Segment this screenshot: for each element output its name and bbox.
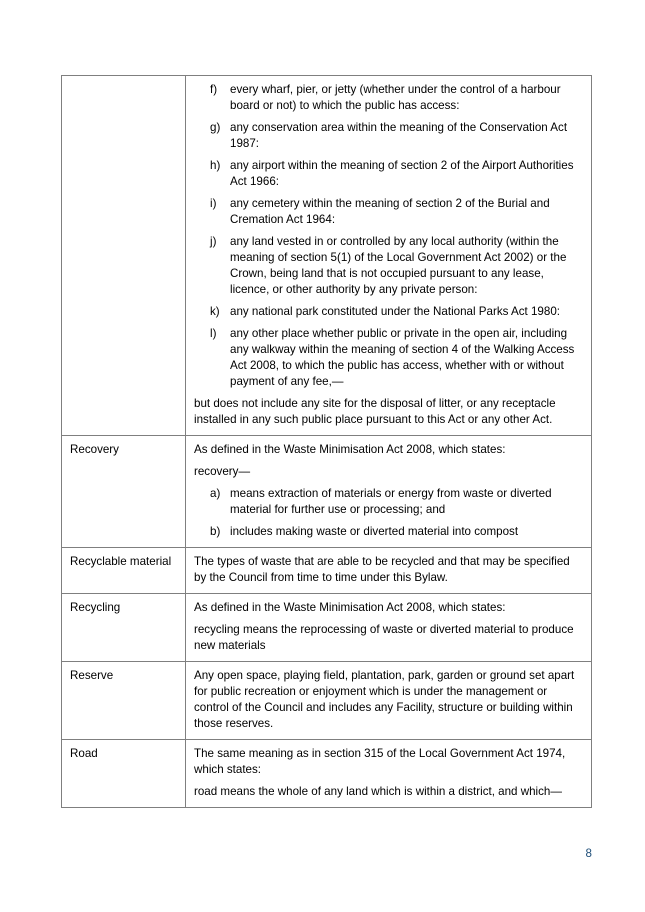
- list-item-text: any land vested in or controlled by any local authority (within the meaning of section 5(1) of the Local Government Act 2002) or the Crown, being land that is not occupied pursuant to any lease, licence, or other authority by any private person:: [230, 235, 567, 296]
- term-cell: Road: [62, 740, 186, 808]
- list-item: [194, 304, 583, 320]
- table-row: [62, 548, 592, 594]
- table-row: [62, 76, 592, 436]
- term-cell: Recycling: [62, 594, 186, 662]
- table-row: [62, 436, 592, 548]
- list-item: [194, 524, 583, 540]
- table-row: [62, 740, 592, 808]
- list-item-text: includes making waste or diverted material into compost: [230, 525, 519, 538]
- list-item-text: any airport within the meaning of section 2 of the Airport Authorities Act 1966:: [230, 159, 574, 188]
- definition-cell: [186, 76, 592, 436]
- definition-text: recycling means the reprocessing of waste or diverted material to produce new materials: [194, 623, 574, 652]
- table-row: [62, 662, 592, 740]
- list-item: [194, 82, 583, 114]
- term-cell: Recyclable material: [62, 548, 186, 594]
- list-marker: i): [210, 197, 217, 210]
- list-marker: k): [210, 305, 220, 318]
- definition-list: [194, 486, 583, 540]
- term-cell: Reserve: [62, 662, 186, 740]
- definition-cell: [186, 662, 592, 740]
- table-row: [62, 594, 592, 662]
- definition-cell: [186, 740, 592, 808]
- list-marker: j): [210, 235, 217, 248]
- list-item-text: any cemetery within the meaning of section 2 of the Burial and Cremation Act 1964:: [230, 197, 550, 226]
- term-cell: [62, 76, 186, 436]
- list-item: [194, 326, 583, 390]
- list-marker: l): [210, 327, 217, 340]
- list-item: [194, 120, 583, 152]
- lead-text: recovery—: [194, 465, 251, 478]
- list-item-text: any other place whether public or private in the open air, including any walkway within the meaning of section 4 of the Walking Access Act 2008, to which the public has access, whether with or without payment of any fee,—: [230, 327, 575, 388]
- list-item: [194, 196, 583, 228]
- definition-text: road means the whole of any land which is within a district, and which—: [194, 785, 562, 798]
- definitions-table: [61, 75, 592, 808]
- list-item-text: means extraction of materials or energy from waste or diverted material for further use or processing; and: [230, 487, 552, 516]
- definition-cell: [186, 436, 592, 548]
- page-number: 8: [585, 847, 592, 860]
- list-marker: f): [210, 83, 218, 96]
- list-marker: g): [210, 121, 221, 134]
- list-item: [194, 486, 583, 518]
- term-cell: Recovery: [62, 436, 186, 548]
- list-item-text: any conservation area within the meaning of the Conservation Act 1987:: [230, 121, 568, 150]
- list-marker: h): [210, 159, 221, 172]
- definition-text: The types of waste that are able to be recycled and that may be specified by the Council from time to time under this Bylaw.: [194, 555, 570, 584]
- definition-list: [194, 82, 583, 390]
- intro-text: The same meaning as in section 315 of the Local Government Act 1974, which states:: [194, 747, 566, 776]
- list-item: [194, 158, 583, 190]
- definition-text: Any open space, playing field, plantation, park, garden or ground set apart for public recreation or enjoyment which is under the management or control of the Council and includes any Facility, structure or building within those reserves.: [194, 669, 575, 730]
- list-marker: b): [210, 525, 221, 538]
- intro-text: As defined in the Waste Minimisation Act 2008, which states:: [194, 443, 506, 456]
- list-marker: a): [210, 487, 221, 500]
- list-item: [194, 234, 583, 298]
- list-item-text: every wharf, pier, or jetty (whether under the control of a harbour board or not) to which the public has access:: [230, 83, 561, 112]
- intro-text: As defined in the Waste Minimisation Act 2008, which states:: [194, 601, 506, 614]
- closing-text: but does not include any site for the disposal of litter, or any receptacle installed in any such public place pursuant to this Act or any other Act.: [194, 397, 556, 426]
- list-item-text: any national park constituted under the National Parks Act 1980:: [230, 305, 560, 318]
- definition-cell: [186, 594, 592, 662]
- definition-cell: [186, 548, 592, 594]
